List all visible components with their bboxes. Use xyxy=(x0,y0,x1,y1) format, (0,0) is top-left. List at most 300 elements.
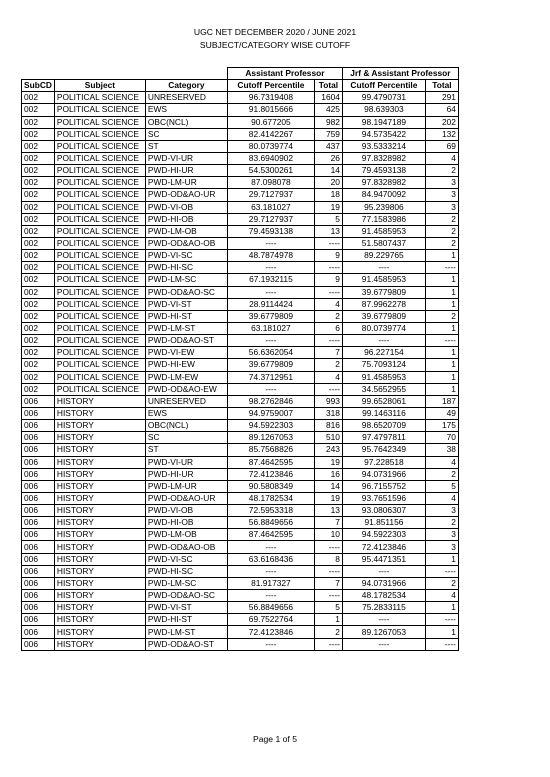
cell-subcd: 006 xyxy=(22,565,55,577)
cell-ap-cutoff: 87.4642595 xyxy=(227,456,314,468)
cell-ap-cutoff: 72.4123846 xyxy=(227,626,314,638)
cell-ap-cutoff: 56.8849656 xyxy=(227,602,314,614)
cell-category: EWS xyxy=(145,407,227,419)
cell-jrf-total: 1 xyxy=(425,371,458,383)
cell-subcd: 002 xyxy=(22,286,55,298)
cell-ap-total: 993 xyxy=(314,395,342,407)
cell-jrf-cutoff: ---- xyxy=(342,614,425,626)
cell-subcd: 002 xyxy=(22,262,55,274)
table-body xyxy=(22,92,459,650)
cell-jrf-cutoff: 93.0806307 xyxy=(342,505,425,517)
cell-ap-total: 1 xyxy=(314,614,342,626)
column-header-ap-total: Total xyxy=(314,80,342,92)
cell-jrf-total: 2 xyxy=(425,237,458,249)
cell-ap-cutoff: 90.5808349 xyxy=(227,480,314,492)
cell-jrf-cutoff: 93.7651596 xyxy=(342,492,425,504)
cell-subcd: 002 xyxy=(22,201,55,213)
table-row xyxy=(22,322,459,334)
column-header-jrf-cutoff-percentile: Cutoff Percentile xyxy=(342,80,425,92)
cell-jrf-cutoff: ---- xyxy=(342,565,425,577)
cell-subject: HISTORY xyxy=(54,529,145,541)
cell-ap-cutoff: 56.8849656 xyxy=(227,517,314,529)
cell-subcd: 002 xyxy=(22,298,55,310)
cell-jrf-cutoff: 94.0731966 xyxy=(342,468,425,480)
table-row xyxy=(22,480,459,492)
table-row xyxy=(22,626,459,638)
group-header-jrf-assistant-professor: Jrf & Assistant Professor xyxy=(342,68,458,80)
cell-jrf-cutoff: 97.4797811 xyxy=(342,432,425,444)
cell-category: PWD-VI-EW xyxy=(145,347,227,359)
cell-ap-total: ---- xyxy=(314,262,342,274)
cell-jrf-cutoff: 94.0731966 xyxy=(342,577,425,589)
cell-jrf-cutoff: 96.227154 xyxy=(342,347,425,359)
cell-subject: HISTORY xyxy=(54,492,145,504)
cell-subcd: 002 xyxy=(22,152,55,164)
cell-category: PWD-LM-OB xyxy=(145,225,227,237)
cell-subcd: 002 xyxy=(22,274,55,286)
cell-ap-total: ---- xyxy=(314,286,342,298)
cell-ap-cutoff: 90.677205 xyxy=(227,116,314,128)
cell-jrf-cutoff: 72.4123846 xyxy=(342,541,425,553)
cell-ap-total: 8 xyxy=(314,553,342,565)
cell-subject: POLITICAL SCIENCE xyxy=(54,274,145,286)
cell-subject: HISTORY xyxy=(54,602,145,614)
table-row xyxy=(22,347,459,359)
cell-category: PWD-OD&AO-OB xyxy=(145,237,227,249)
cell-subject: HISTORY xyxy=(54,432,145,444)
cell-category: PWD-LM-SC xyxy=(145,274,227,286)
column-header-subject: Subject xyxy=(54,80,145,92)
cell-ap-total: 982 xyxy=(314,116,342,128)
cell-ap-cutoff: 96.7319408 xyxy=(227,92,314,104)
table-row xyxy=(22,577,459,589)
cell-subject: HISTORY xyxy=(54,456,145,468)
cell-subcd: 006 xyxy=(22,395,55,407)
cell-ap-total: 2 xyxy=(314,626,342,638)
group-header-assistant-professor: Assistant Professor xyxy=(227,68,342,80)
cell-ap-cutoff: 83.6940902 xyxy=(227,152,314,164)
cell-ap-total: 243 xyxy=(314,444,342,456)
cell-subcd: 006 xyxy=(22,529,55,541)
cell-category: ST xyxy=(145,140,227,152)
cell-subcd: 006 xyxy=(22,420,55,432)
cell-ap-total: ---- xyxy=(314,335,342,347)
table-row xyxy=(22,310,459,322)
cell-ap-total: 4 xyxy=(314,298,342,310)
cell-jrf-total: ---- xyxy=(425,262,458,274)
cell-jrf-cutoff: 89.229765 xyxy=(342,250,425,262)
document-subtitle: SUBJECT/CATEGORY WISE CUTOFF xyxy=(199,40,351,50)
cell-jrf-cutoff: 84.9470092 xyxy=(342,189,425,201)
table-row xyxy=(22,468,459,480)
table-row xyxy=(22,614,459,626)
table-row xyxy=(22,250,459,262)
cell-ap-total: 437 xyxy=(314,140,342,152)
cell-ap-total: ---- xyxy=(314,565,342,577)
cell-jrf-total: 2 xyxy=(425,165,458,177)
cell-category: PWD-OD&AO-SC xyxy=(145,286,227,298)
cell-category: PWD-OD&AO-UR xyxy=(145,492,227,504)
cell-ap-cutoff: 74.3712951 xyxy=(227,371,314,383)
cell-ap-cutoff: ---- xyxy=(227,590,314,602)
cell-ap-cutoff: 94.5922303 xyxy=(227,420,314,432)
cell-subcd: 006 xyxy=(22,468,55,480)
cell-ap-total: 7 xyxy=(314,517,342,529)
table-row xyxy=(22,517,459,529)
cell-subject: HISTORY xyxy=(54,444,145,456)
cell-jrf-total: 2 xyxy=(425,577,458,589)
cell-jrf-total: 1 xyxy=(425,383,458,395)
cell-jrf-cutoff: 99.1463116 xyxy=(342,407,425,419)
cell-jrf-cutoff: 97.228518 xyxy=(342,456,425,468)
cell-subject: HISTORY xyxy=(54,480,145,492)
cell-subject: HISTORY xyxy=(54,420,145,432)
column-header-jrf-total: Total xyxy=(425,80,458,92)
table-row xyxy=(22,298,459,310)
table-row xyxy=(22,529,459,541)
cell-jrf-total: ---- xyxy=(425,335,458,347)
cell-jrf-cutoff: 93.5333214 xyxy=(342,140,425,152)
cell-subject: POLITICAL SCIENCE xyxy=(54,92,145,104)
cell-ap-total: 1604 xyxy=(314,92,342,104)
cell-ap-total: 9 xyxy=(314,250,342,262)
cell-jrf-total: 2 xyxy=(425,468,458,480)
cell-subcd: 006 xyxy=(22,480,55,492)
cell-jrf-total: 38 xyxy=(425,444,458,456)
cell-subcd: 006 xyxy=(22,407,55,419)
cell-ap-cutoff: 39.6779809 xyxy=(227,310,314,322)
cell-category: PWD-LM-EW xyxy=(145,371,227,383)
cell-ap-total: 5 xyxy=(314,213,342,225)
cell-jrf-cutoff: 91.4585953 xyxy=(342,371,425,383)
cell-ap-total: ---- xyxy=(314,237,342,249)
cell-category: PWD-OD&AO-ST xyxy=(145,335,227,347)
cell-jrf-cutoff: 98.6520709 xyxy=(342,420,425,432)
cell-subcd: 006 xyxy=(22,444,55,456)
cell-subject: POLITICAL SCIENCE xyxy=(54,383,145,395)
cell-subcd: 002 xyxy=(22,250,55,262)
cell-ap-cutoff: 82.4142267 xyxy=(227,128,314,140)
cell-ap-cutoff: ---- xyxy=(227,262,314,274)
table-row xyxy=(22,225,459,237)
cell-ap-cutoff: 63.181027 xyxy=(227,322,314,334)
cell-ap-total: 19 xyxy=(314,492,342,504)
cell-ap-total: 7 xyxy=(314,347,342,359)
cell-jrf-total: 2 xyxy=(425,225,458,237)
cell-ap-cutoff: 81.917327 xyxy=(227,577,314,589)
cell-subject: POLITICAL SCIENCE xyxy=(54,165,145,177)
cell-subject: HISTORY xyxy=(54,577,145,589)
cell-jrf-cutoff: 91.851156 xyxy=(342,517,425,529)
cell-subject: POLITICAL SCIENCE xyxy=(54,250,145,262)
cell-subcd: 002 xyxy=(22,335,55,347)
cell-jrf-cutoff: 98.1947189 xyxy=(342,116,425,128)
table-row xyxy=(22,553,459,565)
page-number: Page 1 of 5 xyxy=(253,734,297,744)
table-row xyxy=(22,505,459,517)
cell-jrf-cutoff: 48.1782534 xyxy=(342,590,425,602)
cell-subcd: 002 xyxy=(22,128,55,140)
cell-category: SC xyxy=(145,128,227,140)
cell-subcd: 006 xyxy=(22,456,55,468)
cell-subcd: 002 xyxy=(22,237,55,249)
cell-subject: HISTORY xyxy=(54,614,145,626)
column-header-category: Category xyxy=(145,80,227,92)
table-row xyxy=(22,359,459,371)
cell-category: UNRESERVED xyxy=(145,395,227,407)
cell-ap-cutoff: 72.5953318 xyxy=(227,505,314,517)
cell-ap-cutoff: 56.6362054 xyxy=(227,347,314,359)
cell-ap-total: 19 xyxy=(314,201,342,213)
cell-ap-total: 19 xyxy=(314,456,342,468)
cell-jrf-cutoff: 39.6779809 xyxy=(342,286,425,298)
cell-category: PWD-HI-OB xyxy=(145,213,227,225)
cell-jrf-total: 4 xyxy=(425,456,458,468)
cell-jrf-total: 69 xyxy=(425,140,458,152)
cell-subcd: 006 xyxy=(22,517,55,529)
cell-category: SC xyxy=(145,432,227,444)
cell-ap-total: 16 xyxy=(314,468,342,480)
table-row xyxy=(22,456,459,468)
cell-ap-total: ---- xyxy=(314,383,342,395)
cell-subject: POLITICAL SCIENCE xyxy=(54,128,145,140)
cell-ap-cutoff: 80.0739774 xyxy=(227,140,314,152)
cell-jrf-cutoff: 95.7642349 xyxy=(342,444,425,456)
cell-category: OBC(NCL) xyxy=(145,116,227,128)
cell-subject: HISTORY xyxy=(54,553,145,565)
table-row xyxy=(22,407,459,419)
cell-category: UNRESERVED xyxy=(145,92,227,104)
column-header-ap-cutoff-percentile: Cutoff Percentile xyxy=(227,80,314,92)
cell-jrf-total: ---- xyxy=(425,638,458,650)
cell-jrf-cutoff: 91.4585953 xyxy=(342,274,425,286)
cell-category: PWD-HI-UR xyxy=(145,165,227,177)
cell-subject: HISTORY xyxy=(54,407,145,419)
cell-subject: POLITICAL SCIENCE xyxy=(54,152,145,164)
cell-jrf-cutoff: ---- xyxy=(342,262,425,274)
cell-category: PWD-VI-OB xyxy=(145,201,227,213)
cell-subject: POLITICAL SCIENCE xyxy=(54,298,145,310)
cell-jrf-cutoff: 99.6528061 xyxy=(342,395,425,407)
cell-category: PWD-OD&AO-UR xyxy=(145,189,227,201)
cell-subcd: 002 xyxy=(22,359,55,371)
cell-category: OBC(NCL) xyxy=(145,420,227,432)
cell-category: PWD-VI-UR xyxy=(145,456,227,468)
cell-subject: HISTORY xyxy=(54,468,145,480)
cell-subject: HISTORY xyxy=(54,638,145,650)
cell-jrf-total: 5 xyxy=(425,480,458,492)
cell-jrf-cutoff: 91.4585953 xyxy=(342,225,425,237)
cell-jrf-total: 3 xyxy=(425,505,458,517)
cell-jrf-cutoff: 94.5735422 xyxy=(342,128,425,140)
cell-ap-total: ---- xyxy=(314,541,342,553)
cell-jrf-total: 1 xyxy=(425,250,458,262)
cell-ap-cutoff: 87.098078 xyxy=(227,177,314,189)
cell-ap-cutoff: ---- xyxy=(227,565,314,577)
cell-category: PWD-VI-UR xyxy=(145,152,227,164)
cutoff-table xyxy=(21,67,459,651)
cell-ap-total: 20 xyxy=(314,177,342,189)
cell-subject: HISTORY xyxy=(54,565,145,577)
cell-subcd: 002 xyxy=(22,116,55,128)
cell-category: PWD-HI-UR xyxy=(145,468,227,480)
cell-jrf-total: 1 xyxy=(425,359,458,371)
cell-subcd: 002 xyxy=(22,322,55,334)
cell-subject: POLITICAL SCIENCE xyxy=(54,213,145,225)
cell-ap-cutoff: 67.1932115 xyxy=(227,274,314,286)
cell-jrf-cutoff: 39.6779809 xyxy=(342,310,425,322)
table-row xyxy=(22,335,459,347)
cell-subcd: 006 xyxy=(22,590,55,602)
cell-jrf-total: 187 xyxy=(425,395,458,407)
cell-category: PWD-VI-ST xyxy=(145,298,227,310)
cell-jrf-total: 1 xyxy=(425,602,458,614)
cell-ap-cutoff: 39.6779809 xyxy=(227,359,314,371)
cell-subject: POLITICAL SCIENCE xyxy=(54,310,145,322)
cell-ap-total: 10 xyxy=(314,529,342,541)
table-row xyxy=(22,104,459,116)
cell-ap-cutoff: 72.4123846 xyxy=(227,468,314,480)
cell-subcd: 006 xyxy=(22,541,55,553)
table-row xyxy=(22,492,459,504)
cell-subcd: 002 xyxy=(22,347,55,359)
cell-subcd: 002 xyxy=(22,213,55,225)
cell-ap-cutoff: ---- xyxy=(227,237,314,249)
cell-jrf-total: 1 xyxy=(425,286,458,298)
cell-ap-cutoff: 54.5300261 xyxy=(227,165,314,177)
cell-subcd: 002 xyxy=(22,165,55,177)
cell-jrf-cutoff: 97.8328982 xyxy=(342,152,425,164)
cell-ap-cutoff: ---- xyxy=(227,286,314,298)
table-row xyxy=(22,590,459,602)
cell-subcd: 002 xyxy=(22,383,55,395)
cell-ap-total: 26 xyxy=(314,152,342,164)
cell-category: PWD-OD&AO-SC xyxy=(145,590,227,602)
table-row xyxy=(22,420,459,432)
cell-subcd: 002 xyxy=(22,371,55,383)
cell-category: PWD-VI-SC xyxy=(145,553,227,565)
cell-subject: POLITICAL SCIENCE xyxy=(54,335,145,347)
cell-jrf-total: 1 xyxy=(425,322,458,334)
cell-subcd: 006 xyxy=(22,638,55,650)
cell-subcd: 002 xyxy=(22,177,55,189)
table-row xyxy=(22,432,459,444)
group-header-row xyxy=(22,68,459,80)
cell-category: PWD-VI-SC xyxy=(145,250,227,262)
column-header-subcd: SubCD xyxy=(22,80,55,92)
table-row xyxy=(22,444,459,456)
cell-ap-total: 18 xyxy=(314,189,342,201)
table-row xyxy=(22,201,459,213)
cell-ap-total: ---- xyxy=(314,638,342,650)
cell-jrf-cutoff: 77.1583986 xyxy=(342,213,425,225)
cell-subcd: 006 xyxy=(22,492,55,504)
cell-ap-cutoff: ---- xyxy=(227,335,314,347)
document-title: UGC NET DECEMBER 2020 / JUNE 2021 xyxy=(193,27,357,37)
cell-jrf-total: 2 xyxy=(425,517,458,529)
cell-subject: POLITICAL SCIENCE xyxy=(54,347,145,359)
cell-ap-cutoff: ---- xyxy=(227,383,314,395)
cell-subject: HISTORY xyxy=(54,505,145,517)
table-row xyxy=(22,638,459,650)
cell-subcd: 002 xyxy=(22,225,55,237)
cell-jrf-total: 3 xyxy=(425,201,458,213)
table-row xyxy=(22,128,459,140)
cell-jrf-total: ---- xyxy=(425,565,458,577)
cell-subcd: 002 xyxy=(22,140,55,152)
table-row xyxy=(22,565,459,577)
table-row xyxy=(22,383,459,395)
cell-jrf-total: 175 xyxy=(425,420,458,432)
cell-ap-cutoff: ---- xyxy=(227,541,314,553)
cell-jrf-total: 202 xyxy=(425,116,458,128)
cell-subject: POLITICAL SCIENCE xyxy=(54,140,145,152)
cell-jrf-cutoff: 95.4471351 xyxy=(342,553,425,565)
cell-jrf-total: 49 xyxy=(425,407,458,419)
cell-jrf-total: 1 xyxy=(425,274,458,286)
cell-jrf-total: 70 xyxy=(425,432,458,444)
table-row xyxy=(22,602,459,614)
cell-jrf-total: 1 xyxy=(425,298,458,310)
cell-ap-total: 510 xyxy=(314,432,342,444)
cell-ap-total: 7 xyxy=(314,577,342,589)
cell-jrf-cutoff: ---- xyxy=(342,638,425,650)
cell-jrf-cutoff: 51.5807437 xyxy=(342,237,425,249)
cell-jrf-total: 4 xyxy=(425,590,458,602)
cell-subject: POLITICAL SCIENCE xyxy=(54,359,145,371)
table-row xyxy=(22,140,459,152)
cell-jrf-total: 291 xyxy=(425,92,458,104)
cell-ap-total: 9 xyxy=(314,274,342,286)
cell-jrf-cutoff: 75.7093124 xyxy=(342,359,425,371)
cell-ap-cutoff: 48.1782534 xyxy=(227,492,314,504)
cell-jrf-cutoff: 98.639303 xyxy=(342,104,425,116)
cell-jrf-total: 1 xyxy=(425,553,458,565)
cell-jrf-cutoff: 95.239806 xyxy=(342,201,425,213)
table-row xyxy=(22,213,459,225)
cell-subject: HISTORY xyxy=(54,395,145,407)
cell-category: PWD-LM-ST xyxy=(145,626,227,638)
cell-subject: POLITICAL SCIENCE xyxy=(54,237,145,249)
cell-jrf-cutoff: 99.4790731 xyxy=(342,92,425,104)
table-row xyxy=(22,541,459,553)
cell-subcd: 002 xyxy=(22,104,55,116)
cell-jrf-cutoff: 80.0739774 xyxy=(342,322,425,334)
cell-jrf-total: 1 xyxy=(425,626,458,638)
cell-ap-total: ---- xyxy=(314,590,342,602)
column-header-row xyxy=(22,80,459,92)
cell-jrf-cutoff: 34.5652955 xyxy=(342,383,425,395)
cell-subject: POLITICAL SCIENCE xyxy=(54,189,145,201)
cell-category: PWD-VI-ST xyxy=(145,602,227,614)
cell-category: PWD-HI-EW xyxy=(145,359,227,371)
cell-jrf-total: 2 xyxy=(425,213,458,225)
cell-ap-cutoff: ---- xyxy=(227,638,314,650)
cell-subcd: 002 xyxy=(22,92,55,104)
cell-subject: POLITICAL SCIENCE xyxy=(54,371,145,383)
cell-jrf-cutoff: ---- xyxy=(342,335,425,347)
cell-subject: POLITICAL SCIENCE xyxy=(54,322,145,334)
cell-category: PWD-LM-UR xyxy=(145,177,227,189)
table-row xyxy=(22,286,459,298)
cell-jrf-cutoff: 96.7155752 xyxy=(342,480,425,492)
cell-ap-cutoff: 89.1267053 xyxy=(227,432,314,444)
cell-category: PWD-OD&AO-EW xyxy=(145,383,227,395)
cell-ap-total: 2 xyxy=(314,359,342,371)
cell-jrf-total: 3 xyxy=(425,177,458,189)
cell-subcd: 006 xyxy=(22,553,55,565)
cell-ap-total: 13 xyxy=(314,225,342,237)
